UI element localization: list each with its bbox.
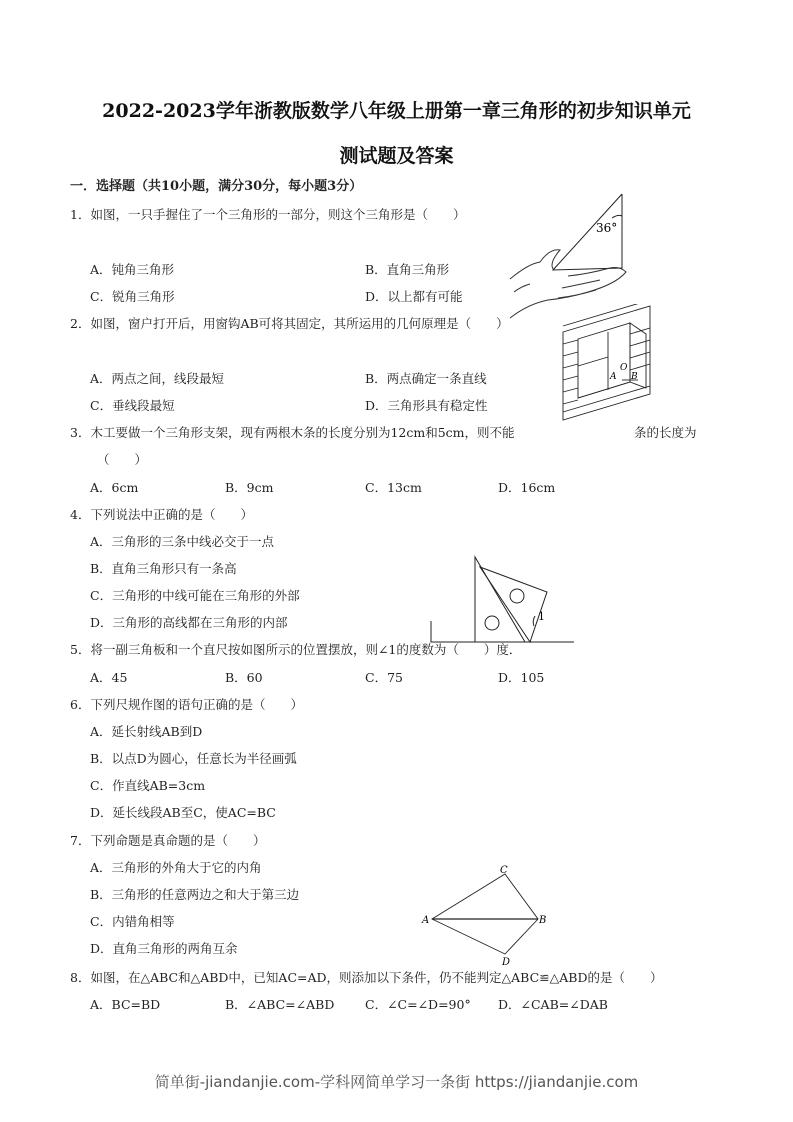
q3-option-d: D．16cm [498,480,556,495]
question-3-answer-blank: （ ） [97,452,148,467]
question-3-stem-tail: 条的长度为 [634,425,697,440]
footer-watermark: 简单街-jiandanjie.com-学科网简单学习一条街 https://jiandanjie.com [154,1073,639,1091]
q6-option-c: C．作直线AB=3cm [90,778,206,793]
question-7-stem: 7．下列命题是真命题的是（ ） [70,833,266,848]
q2-option-d: D．三角形具有稳定性 [365,398,488,413]
section-heading: 一．选择题（共10小题，满分30分，每小题3分） [70,179,363,194]
q7-option-c: C．内错角相等 [90,914,175,929]
q3-option-a: A．6cm [90,480,139,495]
question-8-stem: 8．如图，在△ABC和△ABD中，已知AC=AD，则添加以下条件，仍不能判定△ABC≌△ABD的是（ ） [70,970,663,985]
q1-option-a: A．钝角三角形 [90,262,175,277]
q8-option-a: A．BC=BD [90,997,161,1012]
q7-option-d: D．直角三角形的两角互余 [90,941,238,956]
q3-option-b: B．9cm [225,480,274,495]
point-c-label: C [500,865,508,876]
q2-option-b: B．两点确定一条直线 [365,371,487,386]
document-title-line1: 2022-2023学年浙教版数学八年级上册第一章三角形的初步知识单元 [102,100,691,122]
point-a-label: A [422,915,430,926]
question-1-stem: 1．如图，一只手握住了一个三角形的一部分，则这个三角形是（ ） [70,207,466,222]
q4-option-d: D．三角形的高线都在三角形的内部 [90,615,288,630]
q5-option-c: C．75 [365,670,403,685]
question-3-stem: 3．木工要做一个三角形支架，现有两根木条的长度分别为12cm和5cm，则不能 [70,425,515,440]
q4-option-c: C．三角形的中线可能在三角形的外部 [90,588,300,603]
q2-label-b: B [631,372,638,382]
q8-option-d: D．∠CAB=∠DAB [498,997,608,1012]
q2-window-figure [558,304,658,422]
q5-option-b: B．60 [225,670,263,685]
q5-option-a: A．45 [90,670,128,685]
q5-angle-1-label: 1 [538,610,545,623]
question-2-stem: 2．如图，窗户打开后，用窗钩AB可将其固定，其所运用的几何原理是（ ） [70,316,509,331]
q7-option-b: B．三角形的任意两边之和大于第三边 [90,887,300,902]
q2-label-o: O [620,363,628,373]
document-title-line2: 测试题及答案 [339,145,454,167]
q3-option-c: C．13cm [365,480,422,495]
q4-option-a: A．三角形的三条中线必交于一点 [90,534,275,549]
question-4-stem: 4．下列说法中正确的是（ ） [70,507,253,522]
point-b-label: B [539,915,547,926]
q7-option-a: A．三角形的外角大于它的内角 [90,860,262,875]
question-6-stem: 6．下列尺规作图的语句正确的是（ ） [70,697,303,712]
q8-option-b: B．∠ABC=∠ABD [225,997,335,1012]
q5-set-square-figure [428,553,578,645]
q5-option-d: D．105 [498,670,545,685]
q4-option-b: B．直角三角形只有一条高 [90,561,237,576]
q1-option-c: C．锐角三角形 [90,289,175,304]
q1-angle-label: 36° [596,221,618,235]
q6-option-b: B．以点D为圆心，任意长为半径画弧 [90,751,297,766]
point-d-label: D [502,957,511,968]
q2-label-a: A [610,372,617,382]
q1-option-b: B．直角三角形 [365,262,450,277]
q1-option-d: D．以上都有可能 [365,289,463,304]
q2-option-a: A．两点之间，线段最短 [90,371,225,386]
q6-option-d: D．延长线段AB至C，使AC=BC [90,805,276,820]
question-5-stem: 5．将一副三角板和一个直尺按如图所示的位置摆放，则∠1的度数为（ ）度． [70,642,522,657]
q8-triangles-figure [418,864,553,968]
q8-option-c: C．∠C=∠D=90° [365,997,471,1012]
q6-option-a: A．延长射线AB到D [90,724,203,739]
q2-option-c: C．垂线段最短 [90,398,175,413]
